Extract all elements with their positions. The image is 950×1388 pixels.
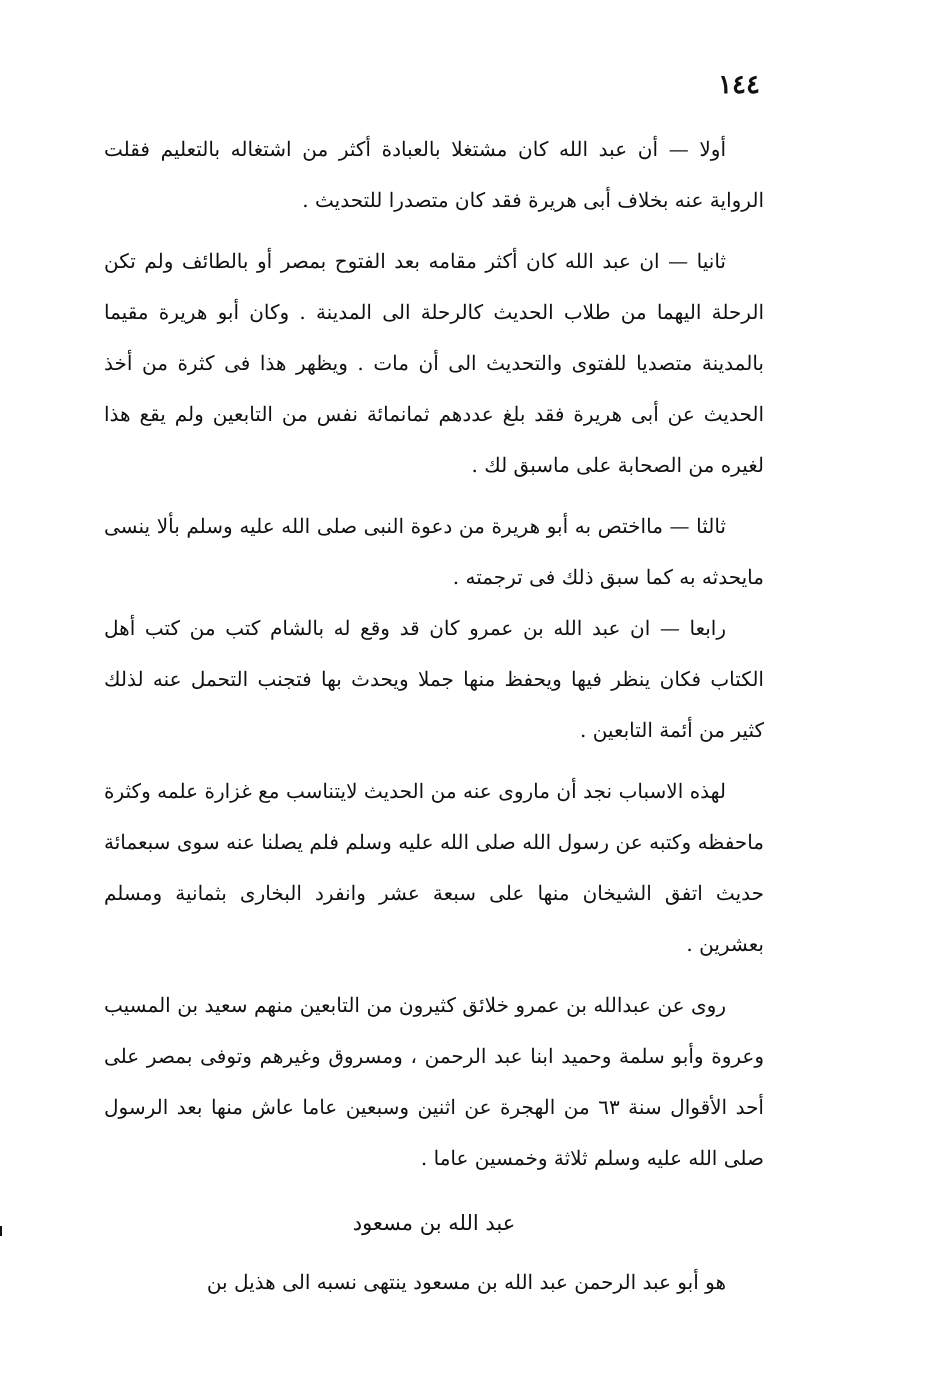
paragraph-ibn-masud-intro: هو أبو عبد الرحمن عبد الله بن مسعود ينتهى نسبه الى هذيل بن: [206, 1270, 726, 1294]
body-text: [104, 124, 764, 1308]
section-heading: عبد الله بن مسعود: [352, 1211, 516, 1235]
paragraph-conclusion: لهذه الاسباب نجد أن ماروى عنه من الحديث لايتناسب مع غزارة علمه وكثرة ماحفظه وكتبه عن رسول الله صلى الله عليه وسلم فلم يصلنا عنه سوى سبعمائة حديث اتفق الشيخان منها على سبعة عشر وانفرد البخارى بثمانية ومسلم بعشرين .: [104, 779, 764, 956]
paragraph-first-reason: أولا — أن عبد الله كان مشتغلا بالعبادة أكثر من اشتغاله بالتعليم فقلت الرواية عنه بخلاف أبى هريرة فقد كان متصدرا للتحديث .: [104, 137, 764, 212]
paragraph-fourth-reason: رابعا — ان عبد الله بن عمرو كان قد وقع له بالشام كتب من كتب أهل الكتاب فكان ينظر فيها ويحفظ منها جملا ويحدث بها فتجنب التحمل عنه لذلك كثير من أئمة التابعين .: [104, 616, 764, 742]
page-number: ١٤٤: [718, 70, 760, 100]
scan-edge-mark: [0, 1226, 2, 1236]
paragraph-narrators: روى عن عبدالله بن عمرو خلائق كثيرون من التابعين منهم سعيد بن المسيب وعروة وأبو سلمة وحميد ابنا عبد الرحمن ، ومسروق وغيرهم وتوفى بمصر على أحد الأقوال سنة ٦٣ من الهجرة عن اثنين وسبعين عاما عاش منها بعد الرسول صلى الله عليه وسلم ثلاثة وخمسين عاما .: [104, 993, 764, 1170]
paragraph-second-reason: ثانيا — ان عبد الله كان أكثر مقامه بعد الفتوح بمصر أو بالطائف ولم تكن الرحلة اليهما من طلاب الحديث كالرحلة الى المدينة . وكان أبو هريرة مقيما بالمدينة متصديا للفتوى والتحديث الى أن مات . ويظهر هذا فى كثرة من أخذ الحديث عن أبى هريرة فقد بلغ عددهم ثمانمائة نفس من التابعين ولم يقع هذا لغيره من الصحابة على ماسبق لك .: [104, 249, 764, 477]
paragraph-third-reason: ثالثا — مااختص به أبو هريرة من دعوة النبى صلى الله عليه وسلم بألا ينسى مايحدثه به كما سبق ذلك فى ترجمته .: [104, 514, 764, 589]
